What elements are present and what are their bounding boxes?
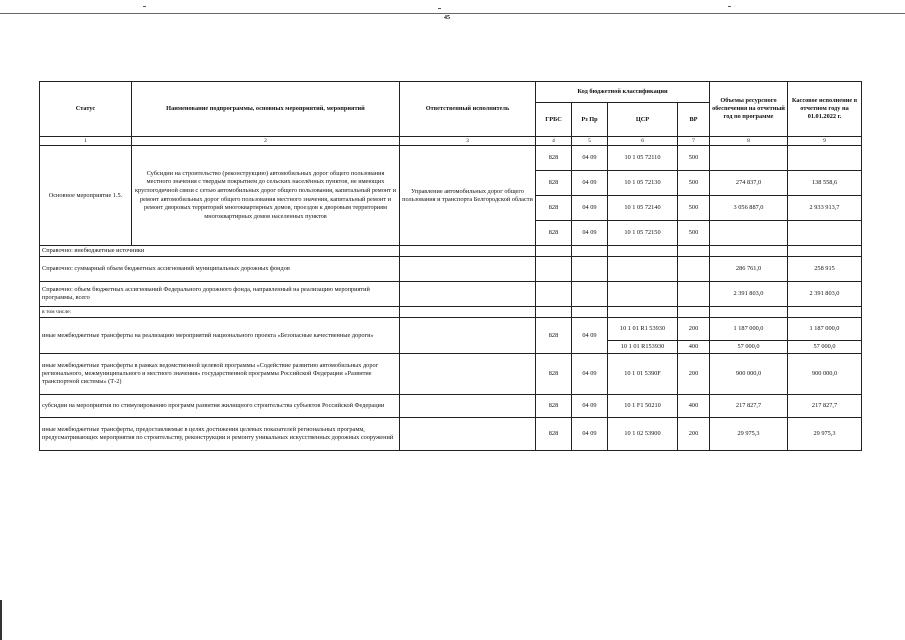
cash-cell: 57 000,0 <box>788 341 862 354</box>
column-number: 8 <box>710 137 788 146</box>
vr-cell: 200 <box>678 418 710 451</box>
volume-cell: 900 000,0 <box>710 354 788 395</box>
table-row <box>40 257 862 282</box>
cash-cell: 900 000,0 <box>788 354 862 395</box>
main-event-executor: Управление автомобильных дорог общего пользования и транспорта Белгородской области <box>400 146 536 246</box>
main-event-description: Субсидии на строительство (реконструкцию) автомобильных дорог общего пользования местного значения с твердым покрытием до сельских населённых пунктов, не имеющих круглогодичной связи с сетью автомобильных дорог общего пользования, капитальный ремонт и ремонт автомобильных дорог общего пользования местного значения, капитальный ремонт и ремонт дворовых территорий многоквартирных домов, проездов к дворовым территориям многоквартирных домов населенных пунктов <box>132 146 400 246</box>
header-rzpr: Рз Пр <box>572 103 608 137</box>
grbs-cell: 828 <box>536 418 572 451</box>
main-event-status: Основное мероприятие 1.5. <box>40 146 132 246</box>
csr-cell: 10 1 05 72150 <box>608 221 678 246</box>
csr-cell: 10 1 01 R153930 <box>608 341 678 354</box>
transfer-regional-text: иные межбюджетные трансферты в рамках ведомственной целевой программы «Содействие развитию автомобильных дорог регионального, межмуниципального и местного значения» государственной программы Российской Федерации «Развитие транспортной системы» (Т-2) <box>40 354 400 395</box>
header-cash: Кассовое исполнение в отчетном году на 01.01.2022 г. <box>788 82 862 137</box>
rzpr-cell: 04 09 <box>572 196 608 221</box>
grbs-cell: 828 <box>536 196 572 221</box>
header-volumes: Объемы ресурсного обеспечения на отчетный год по программе <box>710 82 788 137</box>
column-number: 4 <box>536 137 572 146</box>
scan-speck <box>438 8 441 9</box>
column-number: 9 <box>788 137 862 146</box>
table-row <box>40 318 862 341</box>
cash-cell: 1 187 000,0 <box>788 318 862 341</box>
vr-cell: 200 <box>678 318 710 341</box>
csr-cell: 10 1 F1 50210 <box>608 395 678 418</box>
reference-federal: Справочно: объем бюджетных ассигнований Федерального дорожного фонда, направленный на реализацию мероприятий программы, всего <box>40 282 400 307</box>
vr-cell: 400 <box>678 395 710 418</box>
cash-cell: 2 391 803,0 <box>788 282 862 307</box>
top-border-line <box>0 13 905 14</box>
csr-cell: 10 1 05 72130 <box>608 171 678 196</box>
grbs-cell: 828 <box>536 221 572 246</box>
vr-cell: 500 <box>678 171 710 196</box>
cash-cell: 138 558,6 <box>788 171 862 196</box>
column-number: 6 <box>608 137 678 146</box>
scan-speck <box>143 6 146 7</box>
reference-municipal: Справочно: суммарный объем бюджетных ассигнований муниципальных дорожных фондов <box>40 257 400 282</box>
page-number: 45 <box>444 15 450 21</box>
table-row <box>40 418 862 451</box>
rzpr-cell: 04 09 <box>572 146 608 171</box>
volume-cell: 2 391 803,0 <box>710 282 788 307</box>
csr-cell: 10 1 05 72110 <box>608 146 678 171</box>
scan-edge-mark <box>0 600 2 640</box>
table-row <box>40 307 862 318</box>
table-row <box>40 282 862 307</box>
rzpr-cell: 04 09 <box>572 395 608 418</box>
csr-cell: 10 1 05 72140 <box>608 196 678 221</box>
column-number: 3 <box>400 137 536 146</box>
vr-cell: 400 <box>678 341 710 354</box>
rzpr-cell: 04 09 <box>572 318 608 354</box>
header-vr: ВР <box>678 103 710 137</box>
column-number: 2 <box>132 137 400 146</box>
table-row <box>40 354 862 395</box>
volume-cell <box>710 146 788 171</box>
header-row-1 <box>40 82 862 103</box>
table-row <box>40 246 862 257</box>
rzpr-cell: 04 09 <box>572 221 608 246</box>
table-row <box>40 146 862 171</box>
vr-cell: 200 <box>678 354 710 395</box>
rzpr-cell: 04 09 <box>572 171 608 196</box>
csr-cell: 10 1 01 5390F <box>608 354 678 395</box>
volume-cell: 3 056 887,0 <box>710 196 788 221</box>
transfer-bkd-text: иные межбюджетные трансферты на реализацию мероприятий национального проекта «Безопасные качественные дороги» <box>40 318 400 354</box>
cash-cell <box>788 146 862 171</box>
csr-cell: 10 1 02 53900 <box>608 418 678 451</box>
table-row <box>40 395 862 418</box>
volume-cell: 286 761,0 <box>710 257 788 282</box>
grbs-cell: 828 <box>536 318 572 354</box>
subsidy-housing-text: субсидии на мероприятия по стимулированию программ развития жилищного строительства субъектов Российской Федерации <box>40 395 400 418</box>
vr-cell: 500 <box>678 196 710 221</box>
cash-cell: 258 915 <box>788 257 862 282</box>
transfer-unique-text: иные межбюджетные трансферты, предоставляемые в целях достижения целевых показателей региональных программ, предусматривающих мероприятия по строительству, реконструкции и ремонту уникальных искусственных дорожных сооружений <box>40 418 400 451</box>
grbs-cell: 828 <box>536 146 572 171</box>
vr-cell: 500 <box>678 146 710 171</box>
grbs-cell: 828 <box>536 354 572 395</box>
rzpr-cell: 04 09 <box>572 354 608 395</box>
cash-cell: 217 827,7 <box>788 395 862 418</box>
cash-cell: 29 975,3 <box>788 418 862 451</box>
column-number: 7 <box>678 137 710 146</box>
volume-cell: 57 000,0 <box>710 341 788 354</box>
header-csr: ЦСР <box>608 103 678 137</box>
rzpr-cell: 04 09 <box>572 418 608 451</box>
header-status: Статус <box>40 82 132 137</box>
budget-table <box>39 81 862 451</box>
header-budget-code: Код бюджетной классификации <box>536 82 710 103</box>
scan-speck <box>728 6 731 7</box>
including-label: в том числе: <box>40 307 400 318</box>
volume-cell: 274 837,0 <box>710 171 788 196</box>
column-number-row <box>40 137 862 146</box>
cash-cell <box>788 221 862 246</box>
cash-cell: 2 933 913,7 <box>788 196 862 221</box>
volume-cell: 217 827,7 <box>710 395 788 418</box>
csr-cell: 10 1 01 R1 53930 <box>608 318 678 341</box>
vr-cell: 500 <box>678 221 710 246</box>
volume-cell <box>710 221 788 246</box>
header-grbs: ГРБС <box>536 103 572 137</box>
column-number: 1 <box>40 137 132 146</box>
header-executor: Ответственный исполнитель <box>400 82 536 137</box>
reference-offbudget: Справочно: внебюджетные источники <box>40 246 400 257</box>
volume-cell: 29 975,3 <box>710 418 788 451</box>
grbs-cell: 828 <box>536 171 572 196</box>
grbs-cell: 828 <box>536 395 572 418</box>
header-name: Наименование подпрограммы, основных мероприятий, мероприятий <box>132 82 400 137</box>
volume-cell: 1 187 000,0 <box>710 318 788 341</box>
column-number: 5 <box>572 137 608 146</box>
